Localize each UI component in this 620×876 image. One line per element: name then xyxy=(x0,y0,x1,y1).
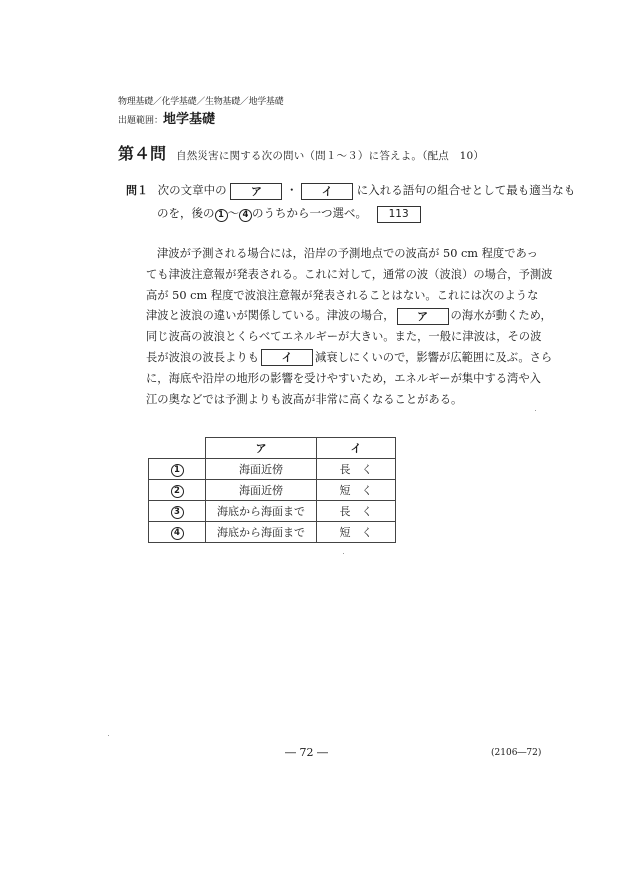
passage-line: ても津波注意報が発表される。これに対して，通常の波（波浪）の場合，予測波 xyxy=(146,267,553,281)
cell-i: 短 く xyxy=(317,480,396,501)
header-a: ア xyxy=(206,438,317,459)
passage-line: 津波と波浪の違いが関係している。津波の場合， ア の海水が動くため， xyxy=(146,309,552,323)
cell-a: 海面近傍 xyxy=(206,480,317,501)
q1-text-c-post: のうちから一つ選べ。 xyxy=(252,206,367,220)
page-code: (2106―72) xyxy=(491,748,542,758)
cell-a: 海底から海面まで xyxy=(206,501,317,522)
scan-speck xyxy=(535,410,536,411)
blank-i-box: イ xyxy=(301,183,353,200)
choice-number: 4 xyxy=(171,527,184,540)
question-instruction: 自然災害に関する次の問い（問１～３）に答えよ。（配点 10） xyxy=(176,150,485,162)
question-number: 第４問 xyxy=(118,144,167,163)
table-header-row xyxy=(149,438,396,459)
cell-a: 海底から海面まで xyxy=(206,522,317,543)
choice-number: 3 xyxy=(171,506,184,519)
blank-i-inline-box: イ xyxy=(261,349,313,366)
scan-speck xyxy=(343,553,344,554)
passage-line: に，海底や沿岸の地形の影響を受けやすいため，エネルギーが集中する湾や入 xyxy=(146,371,541,385)
passage xyxy=(146,244,553,410)
choice-number: 1 xyxy=(171,464,184,477)
answer-choices-table xyxy=(148,437,396,543)
question-heading xyxy=(118,141,484,164)
scan-speck xyxy=(108,735,109,736)
table-corner xyxy=(149,438,206,459)
separator: ・ xyxy=(285,183,298,197)
q1-line-2 xyxy=(157,205,421,223)
table-row[interactable] xyxy=(149,459,396,480)
choice-number: 2 xyxy=(171,485,184,498)
q1-label: 問１ xyxy=(126,184,148,197)
passage-line: 長が波浪の波長よりも イ 減衰しにくいので，影響が広範囲に及ぶ。さら xyxy=(146,350,553,365)
cell-i: 短 く xyxy=(317,522,396,543)
q1-line-1 xyxy=(126,182,575,200)
range-label: 出題範囲： xyxy=(118,116,164,126)
exam-range xyxy=(118,108,215,127)
q1-text-b: に入れる語句の組合せとして最も適当なも xyxy=(356,183,576,197)
choice-circle-start: 1 xyxy=(215,209,228,222)
subjects-line: 物理基礎／化学基礎／生物基礎／地学基礎 xyxy=(118,97,284,107)
passage-line: 津波が予測される場合には，沿岸の予測地点での波高が 50 cm 程度であっ xyxy=(157,247,538,260)
blank-a-box: ア xyxy=(230,183,282,200)
cell-a: 海面近傍 xyxy=(206,459,317,480)
table-row[interactable] xyxy=(149,501,396,522)
blank-a-inline-box: ア xyxy=(397,308,449,325)
range-value: 地学基礎 xyxy=(163,112,216,127)
cell-i: 長 く xyxy=(317,459,396,480)
header-i: イ xyxy=(317,438,396,459)
cell-i: 長 く xyxy=(317,501,396,522)
table-row[interactable] xyxy=(149,480,396,501)
answer-number-box[interactable]: 113 xyxy=(377,206,421,223)
choice-circle-end: 4 xyxy=(239,209,252,222)
q1-text-a: 次の文章中の xyxy=(157,183,227,197)
page-number: ― 72 ― xyxy=(285,746,328,759)
q1-text-c-pre: のを，後の xyxy=(157,206,215,220)
tilde: ～ xyxy=(227,206,239,220)
passage-line: 江の奥などでは予測よりも波高が非常に高くなることがある。 xyxy=(146,392,463,406)
table-row[interactable] xyxy=(149,522,396,543)
passage-line: 同じ波高の波浪とくらべてエネルギーが大きい。また，一般に津波は，その波 xyxy=(146,330,542,344)
passage-line: 高が 50 cm 程度で波浪注意報が発表されることはない。これには次のような xyxy=(146,288,539,302)
